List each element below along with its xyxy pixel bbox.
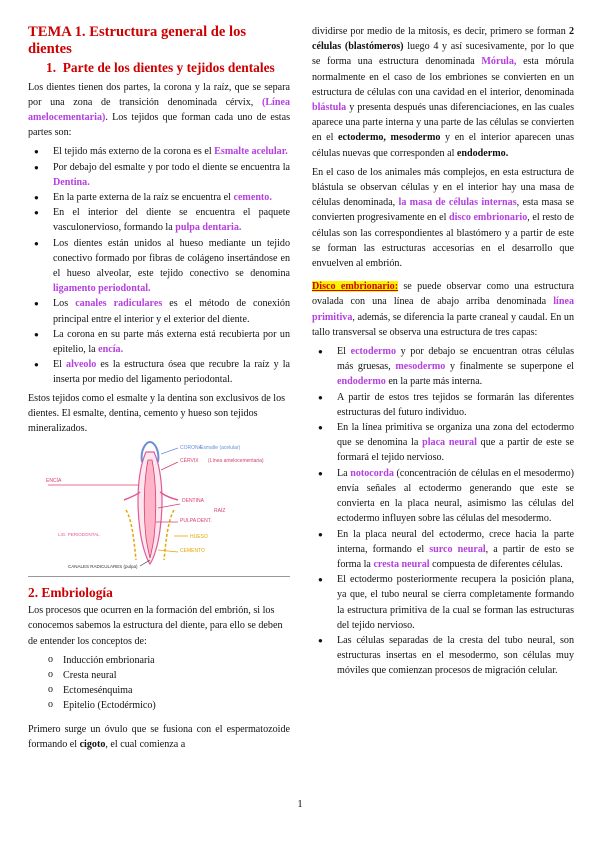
list-item: ● El ectodermo y por debajo se encuentran otras células más gruesas, mesodermo y finalmente se superpone el endodermo en la parte más interna. [312, 344, 574, 390]
page-number: 1 [297, 798, 303, 810]
list-item: ● En la parte externa de la raíz se encuentra el cemento. [28, 190, 290, 205]
list-item: ● En la línea primitiva se organiza una zona del ectodermo que se denomina la placa neural que a partir de este se formará el tejido nervioso. [312, 420, 574, 466]
ovulo-paragraph: Primero surge un óvulo que se fusiona con el espermatozoide formando el cigoto, el cual comienza a [28, 723, 290, 750]
section-1-heading: 1. Parte de los dientes y tejidos dentales [46, 60, 275, 75]
concept-list [28, 653, 290, 714]
intro-paragraph: Los dientes tienen dos partes, la corona y la raíz, que se separa por una zona de transición denominada cérvix, (Línea amelocementaria). Los tejidos que forman cada uno de estas partes son: [28, 81, 290, 139]
list-item: ● El alveolo es la estructura ósea que recubre la raíz y la inserta por medio del ligamento periodontal. [28, 357, 290, 387]
list-item: ● Los canales radiculares es el método de conexión principal entre el interior y el exterior del diente. [28, 296, 290, 326]
label-corona: CORONA [180, 445, 202, 452]
list-item: o Cresta neural [28, 668, 290, 683]
label-raiz: RAÍZ [214, 508, 226, 515]
section-divider [28, 576, 290, 577]
closing-paragraph: Estos tejidos como el esmalte y la dentina son exclusivos de los dientes. El esmalte, dentina, cemento y hueso son tejidos mineralizados. [28, 392, 286, 434]
list-item: ● En la placa neural del ectodermo, crece hacia la parte interna, formando el surco neural, a partir de esto se forma la cresta neural compuesta de diferentes células. [312, 527, 574, 573]
page-title: TEMA 1. Estructura general de los dientes [28, 24, 247, 57]
tissue-list [28, 144, 290, 387]
list-item: ● El tejido más externo de la corona es el Esmalte acelular. [28, 144, 290, 159]
label-pulpa: PULPA DENT. [180, 518, 212, 525]
label-canales: CANALES RADICULARES (pulpa) [68, 564, 138, 570]
list-item: ● Por debajo del esmalte y por todo el diente se encuentra la Dentina. [28, 160, 290, 190]
embriologia-intro: Los procesos que ocurren en la formación del embrión, si los conocemos sabemos la estructura del diente, para ello se deben de entender los conceptos de: [28, 605, 283, 647]
mitosis-paragraph: dividirse por medio de la mitosis, es decir, primero se forman 2 células (blastómeros) luego 4 y así sucesivamente, por lo que se forma una estructura denominada Mórula, esta mórula normalmente en el caso de los embriones se convierten en un estructura de células con una cavidad en el interior, denominada blástula y presenta después unas diferenciaciones, en las cuales aparece una parte interna y una parte de las células se convierten en el ectodermo, mesodermo y en el interior aparecen unas células nuevas que corresponden al endodermo. [312, 26, 574, 159]
label-cervix: CÉRVIX [180, 458, 199, 465]
list-item: ● Las células separadas de la cresta del tubo neural, son estructuras insertas en el mesodermo, son células muy móviles que comienzan procesos de migración celular. [312, 633, 574, 679]
list-item: ● En el interior del diente se encuentra el paquete vasculonervioso, formando la pulpa dentaria. [28, 205, 290, 235]
label-encia: ENCÍA [46, 478, 62, 485]
disco-embrionario-paragraph: Disco embrionario: se puede observar como una estructura ovalada con una línea de abajo arriba denominada línea primitiva, además, se diferencia la parte craneal y caudal. En un tallo transversal se observa una estructura de tres capas: [312, 281, 574, 338]
label-dentina: DENTINA [182, 498, 204, 505]
list-item: ● A partir de estos tres tejidos se formarán las diferentes estructuras del futuro individuo. [312, 390, 574, 420]
list-item: ● El ectodermo posteriormente recupera la posición plana, ya que, el tubo neural se cierra completamente formando la estructura primitiva de la cual se forman las estructuras del tejido nervioso. [312, 572, 574, 633]
label-ligamento: LIG. PERIODONTAL [58, 532, 100, 538]
label-linea: (Línea amelocementaria) [208, 458, 264, 465]
label-cemento: CEMENTO [180, 548, 205, 555]
right-column [312, 24, 574, 682]
masa-celulas-paragraph: En el caso de los animales más complejos, en esta estructura de blástula se observan células y en el interior hay una masa de células denominada, la masa de células internas, esta masa se convierten progresivamente en el disco embrionario, el resto de células son las correspondientes al blastómero y a partir de este se forman las estructuras accesorias en el desarrollo que envuelven al embrión. [312, 166, 574, 270]
left-column [28, 24, 290, 756]
list-item: o Ectomesénquima [28, 683, 290, 698]
capas-list [312, 344, 574, 678]
list-item: o Epitelio (Ectodérmico) [28, 698, 290, 713]
list-item: ● La corona en su parte más externa está recubierta por un epitelio, la encía. [28, 327, 290, 357]
label-hueso: HUESO [190, 534, 208, 541]
list-item: o Inducción embrionaria [28, 653, 290, 668]
tooth-sketch [28, 440, 290, 570]
section-2-heading: 2. Embriología [28, 585, 113, 601]
list-item: ● La notocorda (concentración de células en el mesodermo) envía señales al ectodermo generando que este se convierta en la placa neural, asimismo las células del ectodermo influyen sobre las células del mesodermo. [312, 466, 574, 527]
list-item: ● Los dientes están unidos al hueso mediante un tejido conectivo formado por fibras de colágeno insertándose en el hueso alveolar, este tejido conectivo se denomina ligamento periodontal. [28, 236, 290, 297]
label-esmalte: Esmalte (acelular) [200, 445, 241, 452]
tooth-diagram [28, 440, 290, 570]
